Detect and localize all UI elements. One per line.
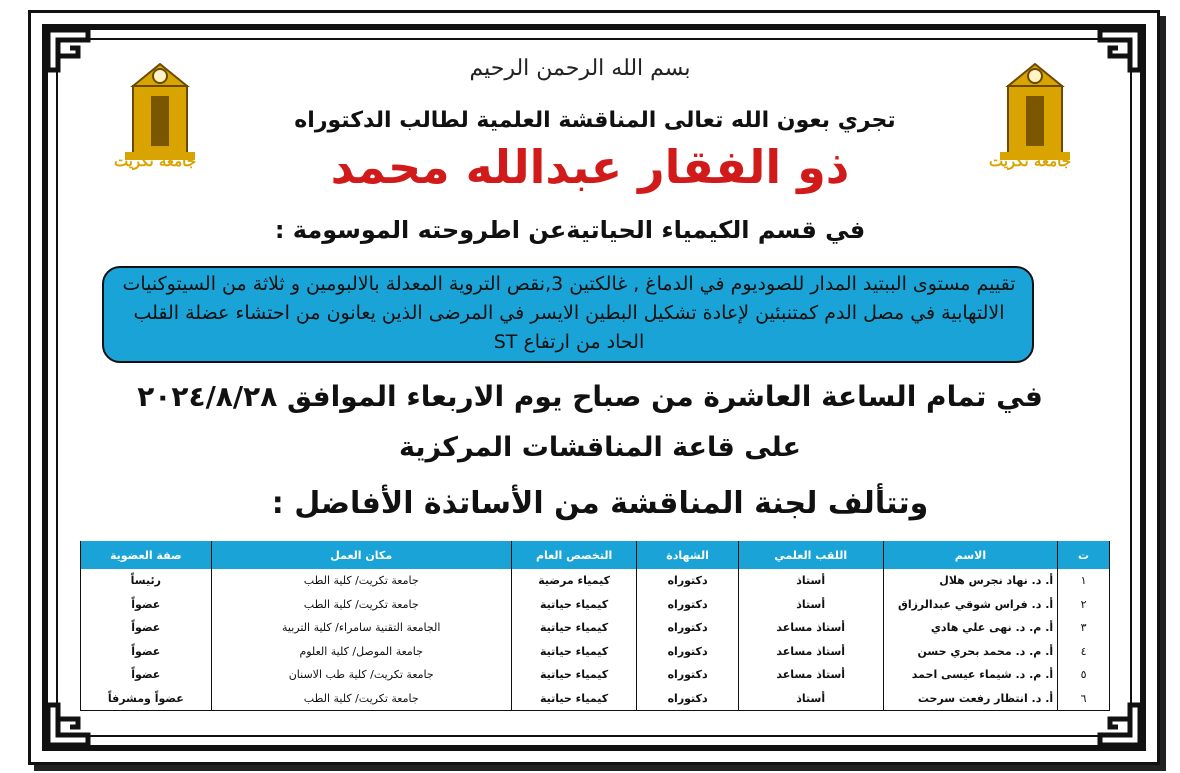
cell-degree: دكتوراه: [637, 616, 738, 640]
thesis-title: تقييم مستوى الببتيد المدار للصوديوم في الدماغ , غالكتين 3,نقص التروية المعدلة بالالبومين و ثلاثة من السيتوكنيات الالتهابية في مصل الدم كمتنبئين لإعادة تشكيل البطين الايسر في المرضى الذين يعانون من احتشاء عضلة القلب الحاد من ارتفاع ST: [122, 273, 1016, 353]
cell-degree: دكتوراه: [637, 569, 738, 593]
cell-specialty: كيمياء حياتية: [511, 687, 637, 711]
cell-degree: دكتوراه: [637, 593, 738, 617]
cell-workplace: جامعة تكريت/ كلية الطب: [211, 593, 511, 617]
table-row: [81, 616, 1110, 640]
cell-membership: عضواً: [81, 593, 212, 617]
table-header-row: [81, 541, 1110, 569]
header-specialty: التخصص العام: [511, 541, 637, 569]
cell-membership: عضواً: [81, 663, 212, 687]
committee-title: وتتألف لجنة المناقشة من الأساتذة الأفاضل :: [271, 486, 929, 521]
cell-specialty: كيمياء حياتية: [511, 616, 637, 640]
corner-ornament-top-right: [1084, 26, 1144, 86]
table-row: [81, 687, 1110, 711]
intro-line: تجري بعون الله تعالى المناقشة العلمية لطالب الدكتوراه: [294, 108, 896, 133]
logo-label-right: جامعة تكريت: [988, 152, 1072, 170]
student-name: ذو الفقار عبدالله محمد: [330, 140, 850, 194]
cell-workplace: جامعة تكريت/ كلية الطب: [211, 569, 511, 593]
header-index: ت: [1058, 541, 1110, 569]
header-degree: الشهادة: [637, 541, 738, 569]
cell-degree: دكتوراه: [637, 640, 738, 664]
corner-ornament-top-left: [44, 26, 104, 86]
cell-index: ٦: [1058, 687, 1110, 711]
header-name: الاسم: [883, 541, 1058, 569]
cell-index: ٤: [1058, 640, 1110, 664]
cell-index: ٥: [1058, 663, 1110, 687]
cell-title: أستاذ: [738, 593, 883, 617]
cell-name: أ. م. د. نهى علي هادي: [883, 616, 1058, 640]
cell-degree: دكتوراه: [637, 687, 738, 711]
cell-membership: عضواً: [81, 616, 212, 640]
cell-membership: عضواً: [81, 640, 212, 664]
cell-specialty: كيمياء حياتية: [511, 663, 637, 687]
logo-label-left: جامعة تكريت: [113, 152, 197, 170]
cell-membership: رئيساً: [81, 569, 212, 593]
cell-name: أ. م. د. محمد بحري حسن: [883, 640, 1058, 664]
cell-title: أستاذ: [738, 687, 883, 711]
table-row: [81, 569, 1110, 593]
table-row: [81, 663, 1110, 687]
committee-table: [80, 541, 1110, 711]
cell-index: ١: [1058, 569, 1110, 593]
basmala: بسم الله الرحمن الرحيم: [469, 56, 691, 81]
cell-name: أ. د. نهاد نجرس هلال: [883, 569, 1058, 593]
table-row: [81, 593, 1110, 617]
cell-title: أستاذ مساعد: [738, 640, 883, 664]
cell-index: ٢: [1058, 593, 1110, 617]
cell-name: أ. د. انتظار رفعت سرحت: [883, 687, 1058, 711]
cell-degree: دكتوراه: [637, 663, 738, 687]
cell-specialty: كيمياء مرضية: [511, 569, 637, 593]
cell-index: ٣: [1058, 616, 1110, 640]
header-membership: صفة العضوية: [81, 541, 212, 569]
cell-workplace: جامعة الموصل/ كلية العلوم: [211, 640, 511, 664]
cell-workplace: جامعة تكريت/ كلية الطب: [211, 687, 511, 711]
cell-name: أ. د. فراس شوقي عبدالرزاق: [883, 593, 1058, 617]
cell-workplace: جامعة تكريت/ كلية طب الاسنان: [211, 663, 511, 687]
department-line: في قسم الكيمياء الحياتيةعن اطروحته الموسومة :: [274, 216, 866, 244]
cell-title: أستاذ مساعد: [738, 616, 883, 640]
time-line: في تمام الساعة العاشرة من صباح يوم الاربعاء الموافق ٢٠٢٤/٨/٢٨: [137, 380, 1043, 413]
cell-specialty: كيمياء حياتية: [511, 640, 637, 664]
table-row: [81, 640, 1110, 664]
cell-name: أ. م. د. شيماء عيسى احمد: [883, 663, 1058, 687]
hall-line: على قاعة المناقشات المركزية: [399, 432, 801, 463]
cell-title: أستاذ: [738, 569, 883, 593]
cell-title: أستاذ مساعد: [738, 663, 883, 687]
cell-membership: عضواً ومشرفاً: [81, 687, 212, 711]
cell-specialty: كيمياء حياتية: [511, 593, 637, 617]
header-workplace: مكان العمل: [211, 541, 511, 569]
cell-workplace: الجامعة التقنية سامراء/ كلية التربية: [211, 616, 511, 640]
header-title: اللقب العلمي: [738, 541, 883, 569]
